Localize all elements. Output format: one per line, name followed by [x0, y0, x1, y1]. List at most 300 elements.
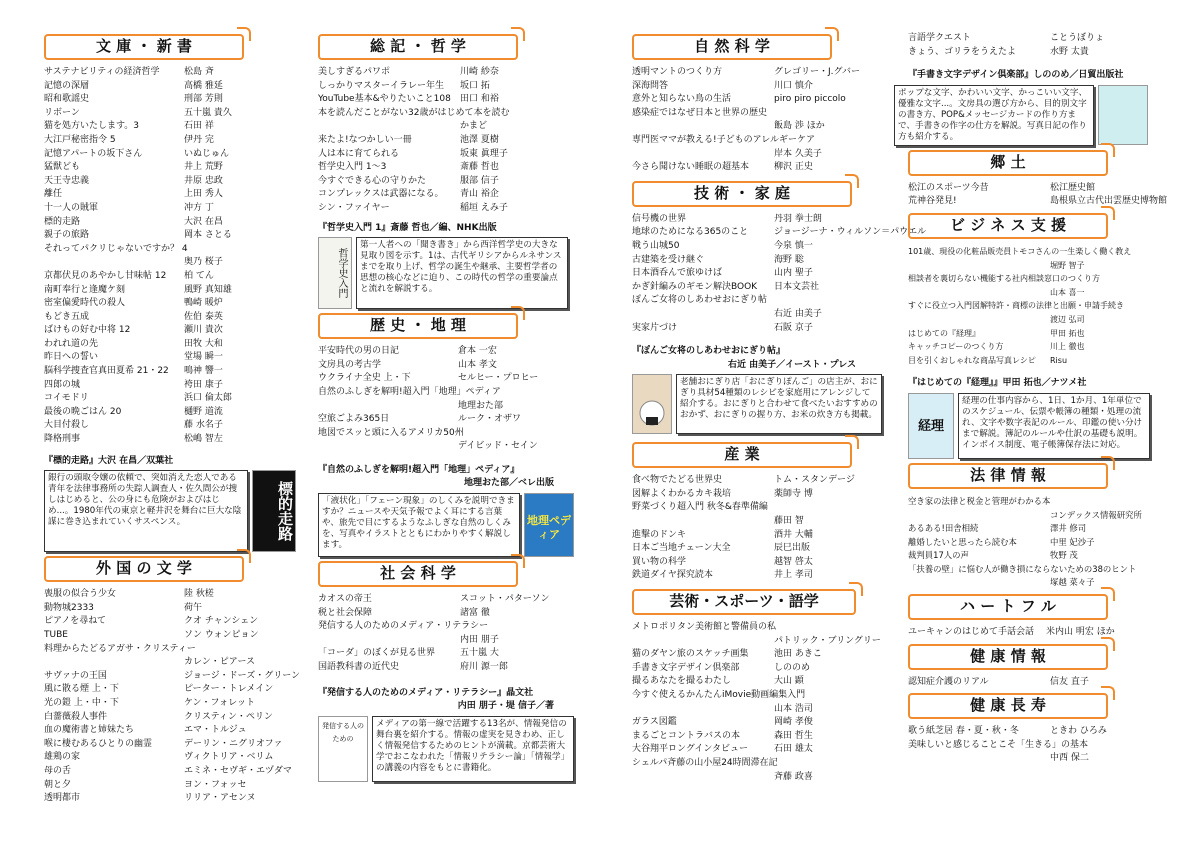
book-entry [632, 501, 884, 515]
book-entry [44, 188, 296, 202]
feature-block [632, 374, 884, 434]
book-author: ジョージーナ・ウィルソン＝パウエル [774, 227, 927, 238]
book-entry [908, 576, 1154, 590]
book-author: デイビッド・セイン [458, 441, 538, 452]
book-title: 発信する人のためのメディア・リテラシー [318, 621, 489, 632]
book-title: 自然のふしぎを解明!超入門「地理」ペディア [318, 386, 501, 397]
book-entry [44, 683, 296, 697]
section-header-bunko: 文 庫 ・ 新 書 [44, 34, 244, 60]
book-entry [318, 134, 574, 148]
book-author: 坂口 拓 [460, 80, 490, 91]
book-entry [908, 549, 1154, 563]
book-entry [632, 716, 884, 730]
book-author: 鴨崎 暖炉 [184, 298, 223, 309]
book-entry [908, 752, 1154, 766]
book-title: ウクライナ全史 上・下 [318, 373, 411, 384]
book-entry [632, 689, 884, 703]
book-title: 大江戸秘密指令 5 [44, 134, 116, 145]
book-title: 古建築を受け継ぐ [632, 254, 705, 265]
book-author: 海野 聡 [774, 254, 804, 265]
book-entry [632, 635, 884, 649]
book-title: 哲学史入門 1〜3 [318, 162, 387, 173]
book-title: 喪服の似合う少女 [44, 589, 117, 600]
book-author: 高橋 雅延 [184, 80, 223, 91]
feature-block [44, 470, 296, 552]
book-entry [632, 148, 884, 162]
book-title: 言語学クエスト [908, 33, 971, 43]
book-author: 石田 祥 [184, 121, 214, 132]
book-title: 図解よくわかるカキ栽培 [632, 488, 732, 499]
book-title: しっかりマスターイラレー年生 [318, 80, 445, 91]
book-entry [632, 621, 884, 635]
book-title: まるごとコントラバスの本 [632, 730, 741, 741]
section-header-gaikoku: 外 国 の 文 学 [44, 556, 244, 582]
book-author: 堂場 瞬一 [184, 352, 223, 363]
section-header-kenko: 健 康 情 報 [908, 644, 1108, 670]
book-title: 標的走路 [44, 216, 81, 227]
book-title: 密室偏愛時代の殺人 [44, 298, 126, 309]
book-entry [908, 676, 1154, 690]
book-author: 田牧 大和 [184, 338, 223, 349]
feature-block [908, 393, 1154, 459]
book-entry [318, 400, 574, 414]
book-author: 瀬川 貴次 [184, 325, 223, 336]
book-entry [318, 413, 574, 427]
section-header-shakai: 社 会 科 学 [318, 561, 518, 587]
book-title: 雄鶏の家 [44, 752, 81, 763]
book-entry [318, 607, 574, 621]
book-author: 大山 顕 [774, 676, 804, 687]
book-author: デーリン・ニグリオファ [184, 738, 283, 749]
book-title: 大谷翔平ロングインタビュー [632, 744, 749, 755]
book-entry [44, 229, 296, 243]
feature-blurb: 銀行の頭取令嬢の依頼で、突如消えた恋人である青年を法律事務所の失踪人調査人・佐久間公が捜しはじめると、公の身にも危険がおよびはじめ...。1980年代の東京と軽井沢を舞台に巨大な陰謀に巻き込まれていくサスペンス。 [44, 470, 248, 552]
book-author: 鳴神 響一 [184, 366, 223, 377]
book-author: しののめ [774, 662, 811, 673]
book-title: 相談者を裏切らない機能する社内相談窓口のつくり方 [908, 274, 1100, 284]
feature-block [318, 237, 574, 309]
feature-blurb: 「液状化」「フェーン現象」のしくみを説明できますか？ニュースや天気予報でよく耳にする言葉や、旅先で目にするようなふしぎな自然のしくみを、写真やイラストとともにわかりやすく解説します。 [318, 493, 520, 557]
book-title: 空き家の法律と税金と管理がわかる本 [908, 495, 1051, 506]
book-entry [44, 588, 296, 602]
feature-title: 『自然のふしぎを解明!超入門「地理」ペディア』 [318, 464, 520, 475]
book-author: ルーク・オザワ [458, 414, 522, 425]
book-author: エマ・トルジュ [184, 725, 247, 736]
book-author: リリア・アセンヌ [184, 793, 256, 804]
book-cover [1098, 85, 1148, 145]
book-author: 薬師寺 博 [774, 488, 813, 499]
book-author: 堀野 智子 [1050, 260, 1085, 270]
book-title: 猫のダヤン旅のスケッチ画集 [632, 649, 749, 660]
book-author: ことうぼりょ [1050, 33, 1105, 43]
book-entry [632, 529, 884, 543]
book-entry [44, 697, 296, 711]
book-title: 血の魔術書と姉妹たち [44, 725, 135, 736]
book-list-gaikoku [44, 588, 301, 806]
book-author: 川口 慎介 [774, 80, 813, 91]
section-header-sangyo: 産 業 [632, 442, 852, 468]
book-title: あるある!田舎相続 [908, 523, 979, 534]
book-author: 袴田 康子 [184, 379, 223, 390]
book-title: 撮るあなたを撮るわたし [632, 676, 732, 687]
book-entry [632, 240, 884, 254]
book-title: 野菜づくり超入門 秋冬&春準備編 [632, 502, 768, 513]
book-entry [908, 182, 1154, 196]
book-entry [908, 259, 1154, 273]
book-entry [318, 620, 574, 634]
book-author: 大沢 在昌 [184, 216, 223, 227]
book-entry [44, 779, 296, 793]
book-author: 信友 直子 [1050, 676, 1089, 687]
book-entry [318, 80, 574, 94]
book-author: トム・スタンデージ [774, 475, 855, 486]
book-entry [632, 134, 884, 148]
book-author: スコット・パターソン [460, 594, 550, 605]
book-entry [908, 739, 1154, 753]
book-title: 地図でスッと頭に入るアメリカ50州 [318, 427, 464, 438]
book-author: 松島 斉 [184, 67, 214, 77]
feature-title: 『発信する人のためのメディア・リテラシー』晶文社 [318, 687, 534, 698]
book-title: ばけもの好む中将 12 [44, 325, 131, 336]
book-author: 府川 源一郎 [460, 662, 508, 673]
book-title: 風に散る煙 上・下 [44, 684, 119, 695]
feature-block [318, 493, 574, 557]
book-author: 斉藤 政喜 [774, 771, 813, 782]
book-entry [318, 386, 574, 400]
book-title: 意外と知らない鳥の生活 [632, 94, 732, 105]
onigiri-icon [633, 375, 671, 433]
book-entry [318, 202, 574, 216]
book-title: 白薔薇殺人事件 [44, 711, 108, 722]
book-title: 記憶アパートの坂下さん [44, 148, 143, 159]
book-author: 岡本 さとる [184, 230, 232, 241]
book-list-horitsu [908, 495, 1154, 590]
book-entry [318, 427, 574, 441]
book-list-bunko [44, 66, 296, 447]
book-entry [44, 216, 296, 230]
book-title: 脳科学捜査官真田夏希 21・22 [44, 366, 169, 377]
book-author: 山本 孝文 [458, 359, 497, 370]
book-title: 目を引くおしゃれな商品写真レシピ [908, 355, 1036, 365]
book-title: 101歳、現役の化粧品販売員トモコさんの一生楽しく働く教え [908, 246, 1132, 256]
book-author: グレゴリー・J.グバー [774, 67, 860, 77]
book-author: 刑部 芳則 [184, 94, 223, 105]
book-title: 京都伏見のあやかし甘味帖 12 [44, 270, 167, 281]
book-title: 天王寺忠義 [44, 175, 90, 186]
book-author: エミネ・セヴギ・エヅダマ [184, 765, 292, 776]
book-title: 地球のためになる365のこと [632, 227, 749, 238]
book-entry [318, 345, 574, 359]
book-entry [318, 107, 574, 121]
book-entry [632, 648, 884, 662]
book-list-sangyo [632, 474, 884, 583]
book-author: 藤 水名子 [184, 420, 223, 431]
book-entry [44, 120, 296, 134]
book-entry [908, 725, 1154, 739]
book-author: 浜口 倫太郎 [184, 393, 232, 404]
book-entry [318, 372, 574, 386]
book-title: 進撃のドンキ [632, 529, 687, 540]
book-author: 酒井 大輔 [774, 529, 813, 540]
book-entry [44, 615, 296, 629]
book-title: 鉄道ダイヤ探究読本 [632, 570, 713, 581]
feature-block [318, 716, 574, 782]
feature-blurb: ポップな文字、かわいい文字、かっこいい文字、優雅な文字...。文房具の選び方から、目的別文字の書き方、POP&メッセージカードの作り方まで、手書きの作字の仕方を解説。写真日記の作り方も紹介する。 [894, 85, 1094, 146]
book-title: 「扶養の壁」に悩む人が働き損にならないための38のヒント [908, 563, 1137, 574]
book-author: コンデックス情報研究所 [1050, 509, 1142, 520]
book-title: 光の鎧 上・中・下 [44, 697, 119, 708]
book-author: ケン・フォレット [184, 697, 256, 708]
book-title: 国語教科書の近代史 [318, 662, 400, 673]
section-header-choju: 健 康 長 寿 [908, 693, 1108, 719]
book-author: ときわ ひろみ [1050, 726, 1107, 737]
book-entry [44, 351, 296, 365]
book-title: 人は本に育てられる [318, 148, 400, 159]
book-list-souki [318, 66, 574, 216]
book-entry [908, 327, 1154, 341]
book-author: 甲田 拓也 [1050, 328, 1085, 338]
book-title: それってパクリじゃないですか？ 4 [44, 243, 188, 254]
book-title: サステナビリティの経済哲学 [44, 67, 160, 77]
book-title: かぎ針編みのギモン解決BOOK [632, 281, 758, 292]
book-entry [318, 148, 574, 162]
book-entry [44, 738, 296, 752]
feature-blurb: メディアの第一線で活躍する13名が、情報発信の舞台裏を紹介する。情報の虚実を見きわめ、正しく情報発信するためのヒントが満載。京都芸術大学でおこなわれた「情報リテラシー論」「情報学」の講義の内容をもとに書籍化。 [372, 716, 574, 782]
book-entry [44, 311, 296, 325]
book-entry [44, 433, 296, 447]
book-title: YouTube基本&やりたいこと108 [318, 94, 451, 105]
book-entry [44, 93, 296, 107]
book-title: 日本ご当地チェーン大全 [632, 543, 731, 554]
feature-title: 『手書き文字デザイン倶楽部』しののめ／日貿出版社 [908, 70, 1124, 81]
book-entry [44, 751, 296, 765]
book-author: 井上 荒野 [184, 162, 223, 173]
book-cover: 標的走路 [252, 470, 296, 552]
book-entry [632, 662, 884, 676]
book-title: 平安時代の男の日記 [318, 346, 400, 357]
book-title: 今すぐできる心の守りかた [318, 175, 427, 186]
book-author: 塚越 菜々子 [1050, 577, 1095, 588]
book-entry [44, 765, 296, 779]
feature-title: 『標的走路』大沢 在昌／双葉社 [44, 455, 174, 466]
book-entry [44, 365, 296, 379]
book-author: 島根県立古代出雲歴史博物館 [1050, 196, 1168, 207]
book-list-kenko [908, 676, 1154, 690]
book-cover: 地理ペディア [524, 493, 574, 557]
book-entry [908, 313, 1154, 327]
book-entry [44, 419, 296, 433]
book-author: 稲垣 えみ子 [460, 202, 508, 213]
section-header-business: ビ ジ ネ ス 支 援 [908, 213, 1108, 239]
book-entry [632, 93, 884, 107]
book-title: 文房具の考古学 [318, 359, 382, 370]
book-title: ぽんご女将のしあわせおにぎり帖 [632, 295, 768, 306]
book-title: 食べ物でたどる世界史 [632, 475, 723, 486]
book-entry [318, 120, 574, 134]
book-title: 大目付殺し [44, 420, 90, 431]
book-author: 佐伯 泰英 [184, 311, 223, 322]
book-author: 陸 秋槎 [184, 589, 214, 600]
book-title: 税と社会保障 [318, 607, 373, 618]
book-title: ガラス図鑑 [632, 717, 677, 728]
book-title: 専門医ママが教える!子どものアレルギーケア [632, 134, 816, 145]
book-author: 右近 由美子 [774, 308, 822, 319]
column-2 [318, 32, 574, 786]
feature-subtitle: 地理おた部／ベレ出版 [463, 478, 554, 489]
column-1 [44, 32, 301, 806]
book-author: 越智 啓太 [774, 556, 813, 567]
book-author: 米内山 明宏 ほか [1046, 627, 1115, 638]
book-entry [318, 161, 574, 175]
book-entry [632, 213, 884, 227]
book-entry [44, 66, 296, 80]
section-header-souki: 総 記 ・ 哲 学 [318, 34, 518, 60]
book-author: Risu [1050, 355, 1068, 365]
book-entry [44, 256, 296, 270]
feature-blurb: 老舗おにぎり店「おにぎりぽんご」の店主が、おにぎり具材54種類のレシピを家庭用にアレンジして紹介する。おにぎりと合わせて食べたいおすすめのおかず、おにぎりの握り方、お米の炊き方も掲載。 [676, 374, 882, 434]
book-author: 池澤 夏樹 [460, 134, 499, 145]
book-entry [632, 488, 884, 502]
feature-title: 『ぽんご女将のしあわせおにぎり帖』 [632, 346, 786, 357]
book-entry [318, 593, 574, 607]
book-author: 青山 裕企 [460, 189, 499, 200]
book-title: 美味しいと感じることこそ「生きる」の基本 [908, 739, 1089, 750]
book-entry [44, 338, 296, 352]
book-title: きょう、ゴリラをうえたよ [908, 46, 1017, 57]
book-cover [632, 374, 672, 434]
book-entry [44, 724, 296, 738]
book-title: ピアノを尋ねて [44, 616, 107, 627]
book-author: いぬじゅん [184, 148, 230, 159]
book-entry [632, 161, 884, 175]
book-author: 山本 喜一 [1050, 287, 1085, 297]
book-list-choju [908, 725, 1154, 766]
book-author: 水野 太貴 [1050, 46, 1089, 57]
feature-subtitle: 右近 由美子／イースト・プレス [727, 359, 856, 370]
book-entry [632, 120, 884, 134]
book-title: 朝と夕 [44, 779, 72, 790]
book-list-kyodo [908, 182, 1168, 209]
book-entry [44, 379, 296, 393]
section-header-kyodo: 郷 土 [908, 150, 1108, 176]
book-author: 田口 和裕 [460, 94, 499, 105]
book-entry [632, 267, 884, 281]
book-author: 森田 哲生 [774, 730, 813, 741]
book-entry [318, 661, 574, 675]
book-author: カレン・ピアース [184, 657, 256, 668]
book-entry [632, 757, 884, 771]
book-author: パトリック・ブリングリー [774, 635, 881, 646]
book-author: 上田 秀人 [184, 189, 223, 200]
book-cover: 経理 [908, 393, 954, 459]
book-title: メトロポリタン美術館と警備員の私 [632, 622, 777, 633]
book-entry [44, 243, 296, 257]
book-title: 離任 [44, 189, 63, 200]
book-title: 来たよ!なつかしい一冊 [318, 134, 412, 145]
feature-block [898, 85, 1154, 146]
book-author: piro piro piccolo [774, 94, 846, 105]
book-entry [908, 626, 1154, 640]
book-title: 荒神谷発見! [908, 196, 957, 207]
book-entry [908, 46, 1154, 60]
section-header-heart: ハ ー ト フ ル [908, 594, 1108, 620]
book-author: 石田 雄太 [774, 744, 813, 755]
book-entry [44, 602, 296, 616]
book-entry [632, 542, 884, 556]
book-author: 辰巳出版 [774, 543, 811, 554]
book-entry [318, 440, 574, 454]
book-entry [908, 522, 1154, 536]
book-entry [632, 703, 884, 717]
book-author: 内田 朋子 [460, 634, 499, 645]
book-author: 冲方 丁 [184, 202, 214, 213]
section-header-rekishi: 歴 史 ・ 地 理 [318, 313, 518, 339]
book-author: かまど [460, 121, 488, 132]
book-author: 服部 信子 [460, 175, 499, 186]
book-entry [908, 272, 1154, 286]
book-entry [632, 322, 884, 336]
book-title: コンプレックスは武器になる。 [318, 189, 444, 200]
column-4 [898, 32, 1168, 766]
book-title: コイモドリ [44, 393, 89, 404]
book-title: 買い物の科学 [632, 556, 687, 567]
book-title: サヴァナの王国 [44, 670, 107, 681]
book-entry [632, 281, 884, 295]
book-author: 奥乃 桜子 [184, 257, 223, 268]
book-entry [632, 675, 884, 689]
book-author: 風野 真知雄 [184, 284, 232, 295]
book-author: 中里 妃沙子 [1050, 536, 1095, 547]
book-entry [908, 354, 1154, 368]
book-entry [908, 245, 1154, 259]
book-entry [632, 308, 884, 322]
book-author: 柏 てん [184, 270, 214, 281]
book-author: 今泉 慎一 [774, 240, 813, 251]
book-entry [318, 93, 574, 107]
book-entry [44, 284, 296, 298]
book-title: シン・ファイヤー [318, 202, 390, 213]
book-author: 五十嵐 貴久 [184, 107, 232, 118]
book-cover: 哲学史入門 [318, 237, 352, 309]
book-author: ジョージ・ドーズ・グリーン [184, 670, 301, 681]
book-title: 料理からたどるアガサ・クリスティー [44, 643, 196, 654]
book-entry [632, 771, 884, 785]
book-title: 親子の旅路 [44, 230, 90, 241]
book-author: 倉本 一宏 [458, 346, 497, 357]
book-entry [632, 556, 884, 570]
book-title: 猛獣ども [44, 162, 81, 173]
book-entry [908, 509, 1154, 523]
book-title: もどき五成 [44, 311, 90, 322]
section-header-shizen: 自 然 科 学 [632, 34, 832, 60]
book-title: 十一人の賊軍 [44, 202, 99, 213]
book-title: 降格刑事 [44, 434, 81, 445]
book-entry [44, 629, 296, 643]
book-entry [44, 134, 296, 148]
book-author: ソン ウォンピョン [184, 630, 259, 640]
book-entry [632, 226, 927, 240]
book-entry [44, 270, 296, 284]
book-author: 五十嵐 大 [460, 648, 499, 659]
book-list-shizen [632, 66, 884, 175]
book-entry [632, 80, 884, 94]
book-title: 歌う紙芝居 春・夏・秋・冬 [908, 726, 1019, 737]
book-author: 川崎 紗奈 [460, 67, 499, 77]
book-entry [908, 340, 1154, 354]
book-entry [44, 161, 296, 175]
book-entry [318, 188, 574, 202]
book-title: 今すぐ使えるかんたんiMovie動画編集入門 [632, 690, 806, 700]
